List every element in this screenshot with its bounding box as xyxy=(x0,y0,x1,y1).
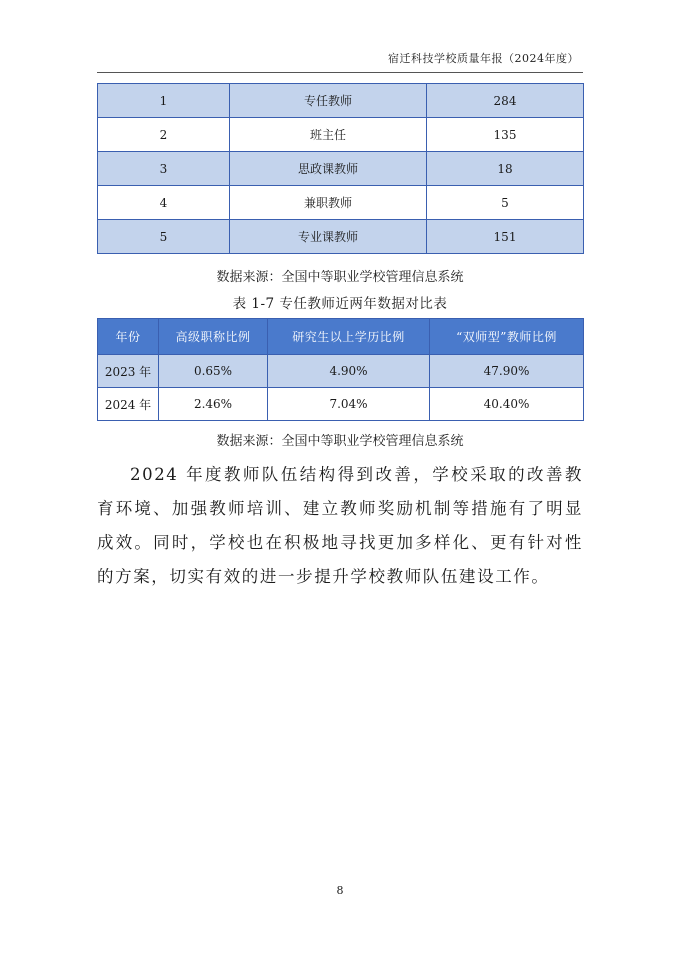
table-row xyxy=(98,186,584,220)
table-row xyxy=(98,355,584,388)
teacher-comparison-table xyxy=(97,318,584,421)
header-dual-teacher-ratio: “双师型”教师比例 xyxy=(430,319,584,355)
year-cell: 2023 年 xyxy=(98,355,159,388)
table-row xyxy=(98,118,584,152)
teacher-type: 思政课教师 xyxy=(230,152,427,186)
running-header: 宿迁科技学校质量年报（2024年度） xyxy=(388,52,579,65)
header-year: 年份 xyxy=(98,319,159,355)
postgrad-ratio: 7.04% xyxy=(268,388,430,421)
body-paragraph: 2024 年度教师队伍结构得到改善，学校采取的改善教育环境、加强教师培训、建立教师奖励机制等措施有了明显成效。同时，学校也在积极地寻找更加多样化、更有针对性的方案，切实有效的进一步提升学校教师队伍建设工作。 xyxy=(97,465,583,586)
row-index: 4 xyxy=(98,186,230,220)
row-index: 1 xyxy=(98,84,230,118)
teacher-type: 兼职教师 xyxy=(230,186,427,220)
table2-source: 数据来源：全国中等职业学校管理信息系统 xyxy=(216,434,464,449)
year-cell: 2024 年 xyxy=(98,388,159,421)
table-row xyxy=(98,152,584,186)
row-index: 2 xyxy=(98,118,230,152)
header-postgrad-ratio: 研究生以上学历比例 xyxy=(268,319,430,355)
page-number: 8 xyxy=(336,884,344,897)
teacher-type: 专任教师 xyxy=(230,84,427,118)
teacher-type: 班主任 xyxy=(230,118,427,152)
header-senior-title-ratio: 高级职称比例 xyxy=(159,319,268,355)
table-row xyxy=(98,84,584,118)
teacher-count: 284 xyxy=(427,84,584,118)
teacher-count: 5 xyxy=(427,186,584,220)
table2-title: 表 1-7 专任教师近两年数据对比表 xyxy=(232,296,448,312)
table-row xyxy=(98,220,584,254)
dual-teacher-ratio: 40.40% xyxy=(430,388,584,421)
table1-source: 数据来源：全国中等职业学校管理信息系统 xyxy=(216,270,464,285)
teacher-type: 专业课教师 xyxy=(230,220,427,254)
postgrad-ratio: 4.90% xyxy=(268,355,430,388)
table-row xyxy=(98,388,584,421)
teacher-count-table xyxy=(97,83,584,254)
senior-title-ratio: 2.46% xyxy=(159,388,268,421)
row-index: 3 xyxy=(98,152,230,186)
table-header-row xyxy=(98,319,584,355)
teacher-count: 151 xyxy=(427,220,584,254)
dual-teacher-ratio: 47.90% xyxy=(430,355,584,388)
row-index: 5 xyxy=(98,220,230,254)
body-text xyxy=(97,458,583,594)
header-rule xyxy=(97,72,583,73)
teacher-count: 18 xyxy=(427,152,584,186)
teacher-count: 135 xyxy=(427,118,584,152)
senior-title-ratio: 0.65% xyxy=(159,355,268,388)
